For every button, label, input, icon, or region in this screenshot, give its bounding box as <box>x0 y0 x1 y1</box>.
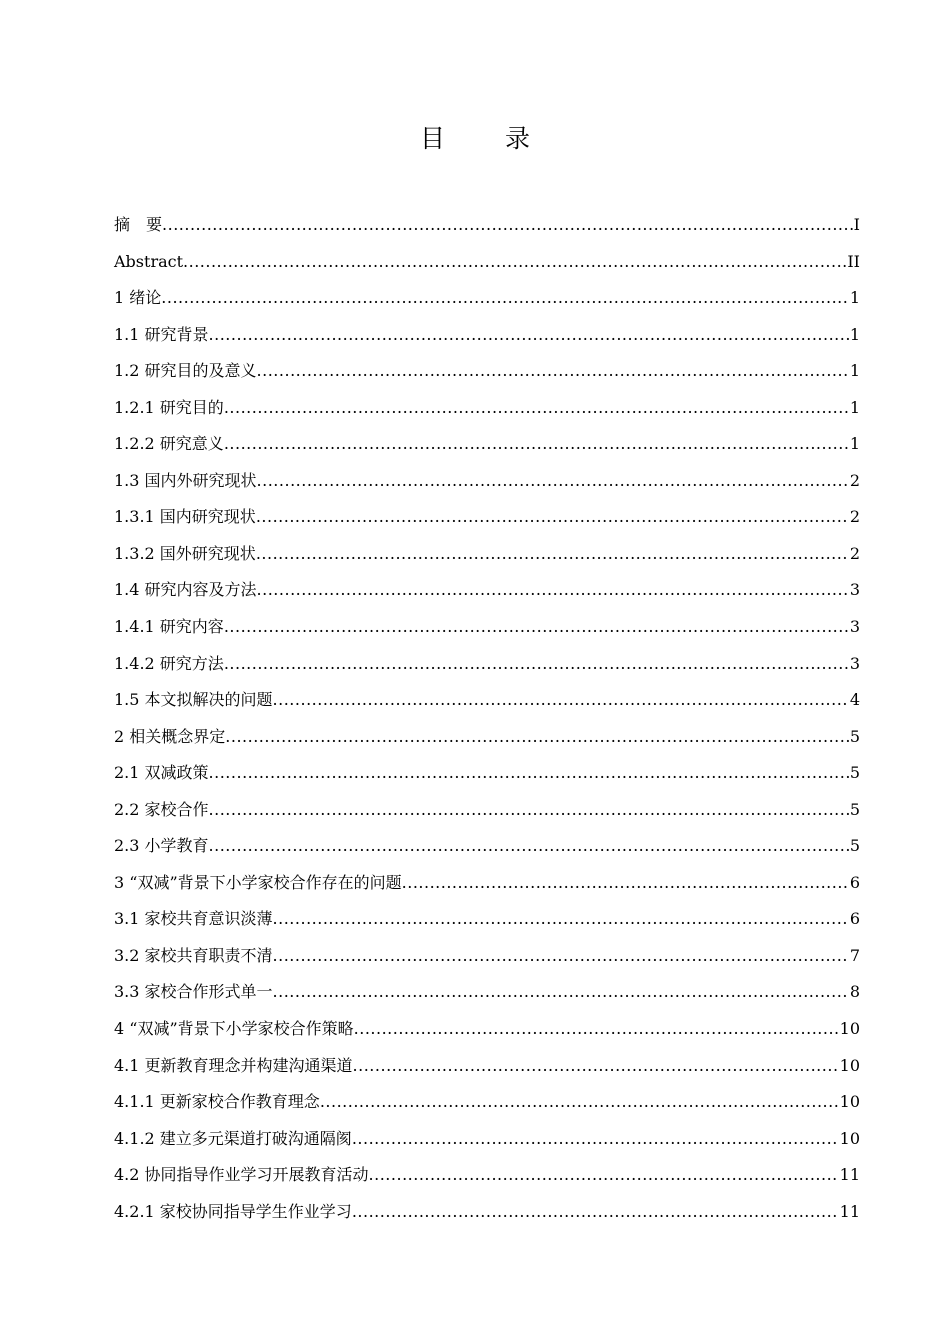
toc-entry-page-number: 1 <box>849 397 860 417</box>
toc-entry-page-number: 5 <box>849 836 860 856</box>
toc-entry[interactable] <box>114 755 860 792</box>
toc-entry-text: 3.1 家校共育意识淡薄 <box>114 909 273 929</box>
toc-entry-text: 2.2 家校合作 <box>114 799 209 819</box>
toc-entry[interactable] <box>114 1157 860 1194</box>
toc-entry[interactable] <box>114 317 860 354</box>
toc-entry-page-number: 5 <box>849 763 860 783</box>
dot-leader <box>273 974 849 1011</box>
toc-entry-page-number: 3 <box>849 653 860 673</box>
dot-leader <box>352 1121 839 1158</box>
toc-entry-page-number: 3 <box>849 617 860 637</box>
dot-leader <box>209 828 849 865</box>
toc-entry-page-number: 6 <box>849 872 860 892</box>
toc-entry-text: 1.2.1 研究目的 <box>114 397 224 417</box>
dot-leader <box>402 865 849 902</box>
toc-entry-page-number: 2 <box>849 470 860 490</box>
toc-entry-text: 2 相关概念界定 <box>114 726 226 746</box>
toc-entry-text: 4.2 协同指导作业学习开展教育活动 <box>114 1165 369 1185</box>
toc-entry[interactable] <box>114 1011 860 1048</box>
toc-entry[interactable] <box>114 572 860 609</box>
toc-entry-page-number: 7 <box>849 945 860 965</box>
toc-entry[interactable] <box>114 1194 860 1231</box>
dot-leader <box>273 901 849 938</box>
dot-leader <box>224 609 849 646</box>
toc-entry-page-number: 6 <box>849 909 860 929</box>
dot-leader <box>353 1048 839 1085</box>
toc-entry-page-number: 10 <box>839 1019 860 1039</box>
toc-entry-page-number: 10 <box>839 1128 860 1148</box>
toc-entry-text: 1 绪论 <box>114 288 162 308</box>
toc-entry-text: 4 “双减”背景下小学家校合作策略 <box>114 1019 354 1039</box>
toc-entry[interactable] <box>114 353 860 390</box>
toc-entry-page-number: 5 <box>849 799 860 819</box>
toc-entry-page-number: 1 <box>849 288 860 308</box>
dot-leader <box>369 1157 839 1194</box>
toc-entry[interactable] <box>114 244 860 281</box>
dot-leader <box>225 719 849 756</box>
toc-entry-text: 3.2 家校共育职责不清 <box>114 945 273 965</box>
toc-entry-text: 1.3.1 国内研究现状 <box>114 507 256 527</box>
dot-leader <box>320 1084 839 1121</box>
toc-entry[interactable] <box>114 499 860 536</box>
toc-entry-text: 1.4 研究内容及方法 <box>114 580 257 600</box>
toc-entry-page-number: 1 <box>849 434 860 454</box>
toc-entry-page-number: II <box>847 251 860 271</box>
toc-entry-text: 4.2.1 家校协同指导学生作业学习 <box>114 1201 352 1221</box>
toc-entry[interactable] <box>114 1084 860 1121</box>
toc-entry-page-number: 3 <box>849 580 860 600</box>
toc-entry-text: 1.3 国内外研究现状 <box>114 470 257 490</box>
toc-entry-page-number: I <box>853 215 860 234</box>
dot-leader <box>257 572 849 609</box>
toc-entry-text: 1.4.1 研究内容 <box>114 617 224 637</box>
toc-entry-text: 1.1 研究背景 <box>114 324 209 344</box>
toc-entry[interactable] <box>114 609 860 646</box>
table-of-contents <box>114 207 860 1230</box>
toc-entry-page-number: 4 <box>849 690 860 710</box>
toc-entry[interactable] <box>114 974 860 1011</box>
dot-leader <box>224 390 849 427</box>
toc-entry-text: 3 “双减”背景下小学家校合作存在的问题 <box>114 872 402 892</box>
toc-entry-page-number: 1 <box>849 361 860 381</box>
dot-leader <box>162 207 853 244</box>
toc-entry-text: 1.4.2 研究方法 <box>114 653 224 673</box>
toc-entry-text: 4.1.2 建立多元渠道打破沟通隔阂 <box>114 1128 352 1148</box>
toc-entry[interactable] <box>114 792 860 829</box>
dot-leader <box>257 353 849 390</box>
toc-entry-text: 1.2 研究目的及意义 <box>114 361 257 381</box>
toc-entry-page-number: 5 <box>849 726 860 746</box>
toc-entry[interactable] <box>114 1121 860 1158</box>
toc-entry-page-number: 2 <box>849 543 860 563</box>
dot-leader <box>209 755 849 792</box>
toc-entry[interactable] <box>114 1048 860 1085</box>
toc-entry-page-number: 10 <box>839 1092 860 1112</box>
toc-entry-text: 3.3 家校合作形式单一 <box>114 982 273 1002</box>
toc-entry-text: 1.3.2 国外研究现状 <box>114 543 256 563</box>
toc-entry-text: 2.3 小学教育 <box>114 836 209 856</box>
toc-entry-text: 2.1 双减政策 <box>114 763 209 783</box>
toc-entry[interactable] <box>114 280 860 317</box>
toc-entry-text: Abstract <box>114 251 184 271</box>
toc-entry[interactable] <box>114 828 860 865</box>
toc-entry[interactable] <box>114 207 860 244</box>
dot-leader <box>273 938 849 975</box>
toc-entry[interactable] <box>114 646 860 683</box>
dot-leader <box>224 646 849 683</box>
toc-entry-text: 1.2.2 研究意义 <box>114 434 224 454</box>
toc-entry-text: 4.1.1 更新家校合作教育理念 <box>114 1092 320 1112</box>
toc-entry-page-number: 11 <box>839 1201 860 1221</box>
dot-leader <box>256 499 849 536</box>
toc-entry-text: 1.5 本文拟解决的问题 <box>114 690 273 710</box>
dot-leader <box>209 317 849 354</box>
dot-leader <box>352 1194 839 1231</box>
dot-leader <box>209 792 849 829</box>
toc-entry[interactable] <box>114 938 860 975</box>
toc-entry[interactable] <box>114 463 860 500</box>
dot-leader <box>273 682 849 719</box>
toc-entry-text: 4.1 更新教育理念并构建沟通渠道 <box>114 1055 353 1075</box>
dot-leader <box>183 244 846 281</box>
toc-entry[interactable] <box>114 536 860 573</box>
toc-entry[interactable] <box>114 865 860 902</box>
toc-entry[interactable] <box>114 390 860 427</box>
dot-leader <box>256 536 849 573</box>
dot-leader <box>354 1011 839 1048</box>
dot-leader <box>224 426 849 463</box>
toc-entry-page-number: 8 <box>849 982 860 1002</box>
toc-entry-page-number: 11 <box>839 1165 860 1185</box>
toc-entry[interactable] <box>114 901 860 938</box>
toc-entry[interactable] <box>114 426 860 463</box>
toc-entry-page-number: 1 <box>849 324 860 344</box>
toc-entry[interactable] <box>114 682 860 719</box>
dot-leader <box>161 280 849 317</box>
toc-entry-page-number: 2 <box>849 507 860 527</box>
toc-entry-text: 摘 要 <box>114 215 163 234</box>
page-title: 目 录 <box>420 124 556 153</box>
toc-entry-page-number: 10 <box>839 1055 860 1075</box>
toc-entry[interactable] <box>114 719 860 756</box>
dot-leader <box>257 463 849 500</box>
